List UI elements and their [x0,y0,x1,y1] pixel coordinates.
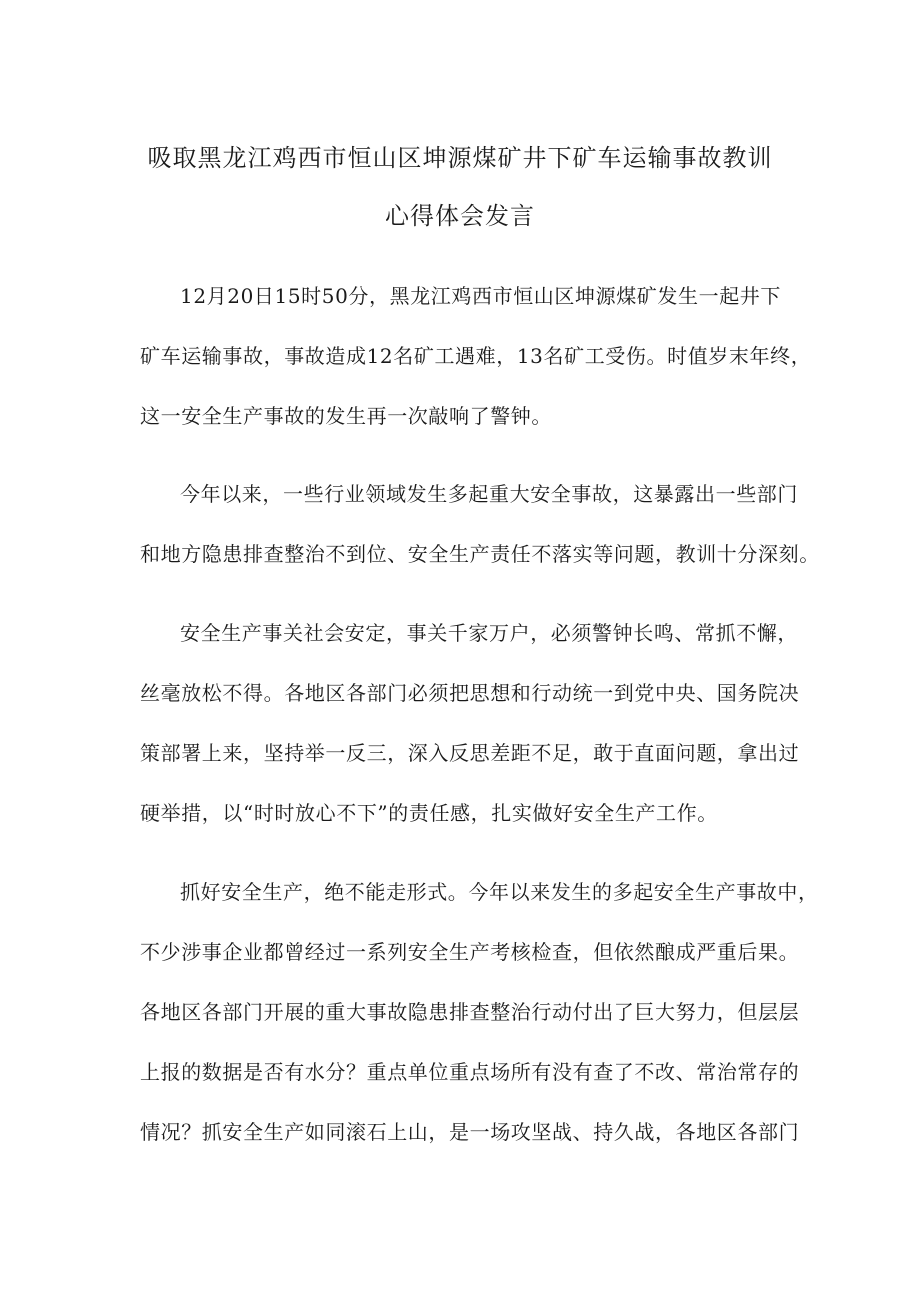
paragraph-line: 这一安全生产事故的发生再一次敲响了警钟。 [140,404,552,428]
paragraph-line: 12月20日15时50分，黑龙江鸡西市恒山区坤源煤矿发生一起井下 [180,284,781,308]
paragraph-line: 今年以来，一些行业领域发生多起重大安全事故，这暴露出一些部门 [180,482,798,506]
paragraph-line: 上报的数据是否有水分？重点单位重点场所有没有查了不改、常治常存的 [140,1060,800,1084]
paragraph-line: 情况？抓安全生产如同滚石上山，是一场攻坚战、持久战，各地区各部门 [140,1120,800,1144]
paragraph-4 [140,862,819,1162]
paragraph-line: 策部署上来，坚持举一反三，深入反思差距不足，敢于直面问题，拿出过 [140,741,800,765]
paragraph-line: 不少涉事企业都曾经过一系列安全生产考核检查，但依然酿成严重后果。 [140,940,800,964]
paragraph-line: 各地区各部门开展的重大事故隐患排查整治行动付出了巨大努力，但层层 [140,1000,800,1024]
paragraph-3 [140,603,800,843]
paragraph-1 [140,266,812,446]
paragraph-line: 丝毫放松不得。各地区各部门必须把思想和行动统一到党中央、国务院决 [140,681,800,705]
paragraph-line: 硬举措，以“时时放心不下”的责任感，扎实做好安全生产工作。 [140,801,718,825]
document-title-line-1: 吸取黑龙江鸡西市恒山区坤源煤矿井下矿车运输事故教训 [147,144,773,172]
paragraph-line: 和地方隐患排查整治不到位、安全生产责任不落实等问题，教训十分深刻。 [140,542,820,566]
document-title-line-2: 心得体会发言 [385,202,535,230]
paragraph-line: 抓好安全生产，绝不能走形式。今年以来发生的多起安全生产事故中， [180,880,819,904]
paragraph-2 [140,464,820,584]
paragraph-line: 矿车运输事故，事故造成12名矿工遇难，13名矿工受伤。时值岁末年终， [140,344,812,368]
paragraph-line: 安全生产事关社会安定，事关千家万户，必须警钟长鸣、常抓不懈， [180,621,798,645]
